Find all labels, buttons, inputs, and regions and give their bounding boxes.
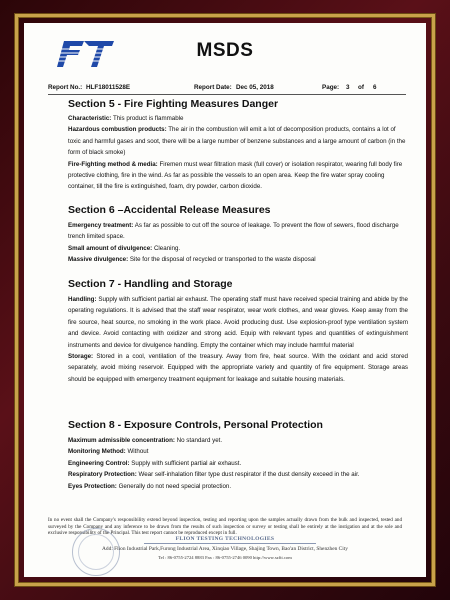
header-divider xyxy=(48,94,406,95)
eye-protection-label: Eyes Protection: xyxy=(68,482,117,490)
page-title: MSDS xyxy=(196,40,254,61)
emergency-text: As far as possible to cut off the source of leakage. To prevent the flow of sewers, flood discharge trench limited space. xyxy=(68,222,399,241)
footer-company: FLION TESTING TECHNOLOGIES xyxy=(175,536,275,542)
report-date-label: Report Date: xyxy=(194,84,232,91)
respiratory-label: Respiratory Protection: xyxy=(68,471,137,479)
characteristic-text: This product is flammable xyxy=(112,115,184,122)
page-total: 6 xyxy=(373,84,377,91)
respiratory-text: Wear self-inhalation filter type dust respirator if the dust density exceed in the air. xyxy=(138,471,360,479)
massive-label: Massive divulgence: xyxy=(68,256,129,264)
section-7-heading: Section 7 - Handling and Storage xyxy=(68,278,233,290)
section-6-heading: Section 6 –Accidental Release Measures xyxy=(68,204,271,216)
fire-fighting-label: Fire-Fighting method & media: xyxy=(68,160,158,168)
emergency-label: Emergency treatment: xyxy=(68,222,134,229)
section-8-heading: Section 8 - Exposure Controls, Personal Protection xyxy=(68,419,323,431)
fire-fighting-text: Firemen must wear filtration mask (full cover) or isolation respirator, wearing full body fire protective clothing, fire in the wind. As far as possible the vessels to an open area. Keep the fire water spray cooling container, till the fire is extinguished, foam, dry powder, carbon dioxide. xyxy=(68,160,403,191)
document-page xyxy=(24,23,426,577)
footer-disclaimer: In no event shall the Company's responsibility extend beyond inspection, testing and reporting upon the samples actually drawn from the bulk and inspected, tested and surveyed by the Company and any inference to be drawn from the results of such inspection or survey or testing shall be entirely at the instigation and at the sole and exclusive responsibility of the Principal. This test report cannot be reproduced except in full. xyxy=(48,517,402,537)
section-6-body xyxy=(68,220,408,266)
characteristic-label: Characteristic: xyxy=(68,115,112,122)
section-5-body xyxy=(68,113,408,193)
eye-protection-text: Generally do not need special protection. xyxy=(118,482,232,490)
section-5-heading: Section 5 - Fire Fighting Measures Danger xyxy=(68,98,279,110)
report-no-value: HLF18011528E xyxy=(86,84,131,91)
small-amount-text: Cleaning. xyxy=(153,244,181,252)
footer-contact: Tel : 86-0755-2724 8883 Fax : 86-0755-2746 0090 http://www.szftt.com xyxy=(158,555,292,560)
hazardous-text: The air in the combustion will emit a lot of decomposition products, contains a lot of toxic and harmful gases and soot, there will be a large number of benzene substances and a large amount of carbon (in the form of black smoke) xyxy=(68,126,406,157)
page-label: Page: xyxy=(322,84,340,91)
footer-divider xyxy=(144,543,316,544)
hazardous-label: Hazardous combustion products: xyxy=(68,126,167,134)
section-7-body xyxy=(68,294,408,385)
storage-text: Stored in a cool, ventilation of the treasury. Away from fire, heat source. With the oxidant and acid stored separately, avoid mixing reservoir. Equipped with the appropriate variety and quantity of fire equipment. Storage areas should be equipped with emergency treatment equipment for leakage and suitable housing materials. xyxy=(68,353,408,383)
engineering-text: Supply with sufficient partial air exhaust. xyxy=(131,459,242,467)
engineering-label: Engineering Control: xyxy=(68,459,130,467)
storage-label: Storage: xyxy=(68,353,94,361)
monitoring-label: Monitoring Method: xyxy=(68,448,126,456)
max-concentration-text: No standard yet. xyxy=(176,437,223,444)
handling-label: Handling: xyxy=(68,296,97,303)
section-8-body xyxy=(68,435,408,492)
page-of: of xyxy=(358,84,364,91)
small-amount-label: Small amount of divulgence: xyxy=(68,244,153,252)
monitoring-text: Without xyxy=(127,448,149,456)
footer-address: Add: Flion Industrial Park,Furong Industrial Area, Xinqiao Village, Shajing Town, Bao'an District, Shenzhen City xyxy=(102,546,348,552)
page-current: 3 xyxy=(346,84,350,91)
max-concentration-label: Maximum admissible concentration: xyxy=(68,437,175,444)
report-date-value: Dec 05, 2018 xyxy=(236,84,274,91)
massive-text: Site for the disposal of recycled or transported to the waste disposal xyxy=(129,256,316,264)
report-no-label: Report No.: xyxy=(48,84,83,91)
handling-text: Supply with sufficient partial air exhaust. The operating staff must have received special training and abide by the operating regulations. It is advised that the staff wear respirator, wear work clothes, and wear gloves. Keep away from the fire source, heat source, no smoking in the work place. Avoid producing dust. Use explosion-proof type ventilation system and device. Avoid contacting with oxidizer and strong acid. Equip with relevant types and quantities of extinguishment instruments and device for divulgence handling. Empty the container which may include harmful material xyxy=(68,296,408,349)
